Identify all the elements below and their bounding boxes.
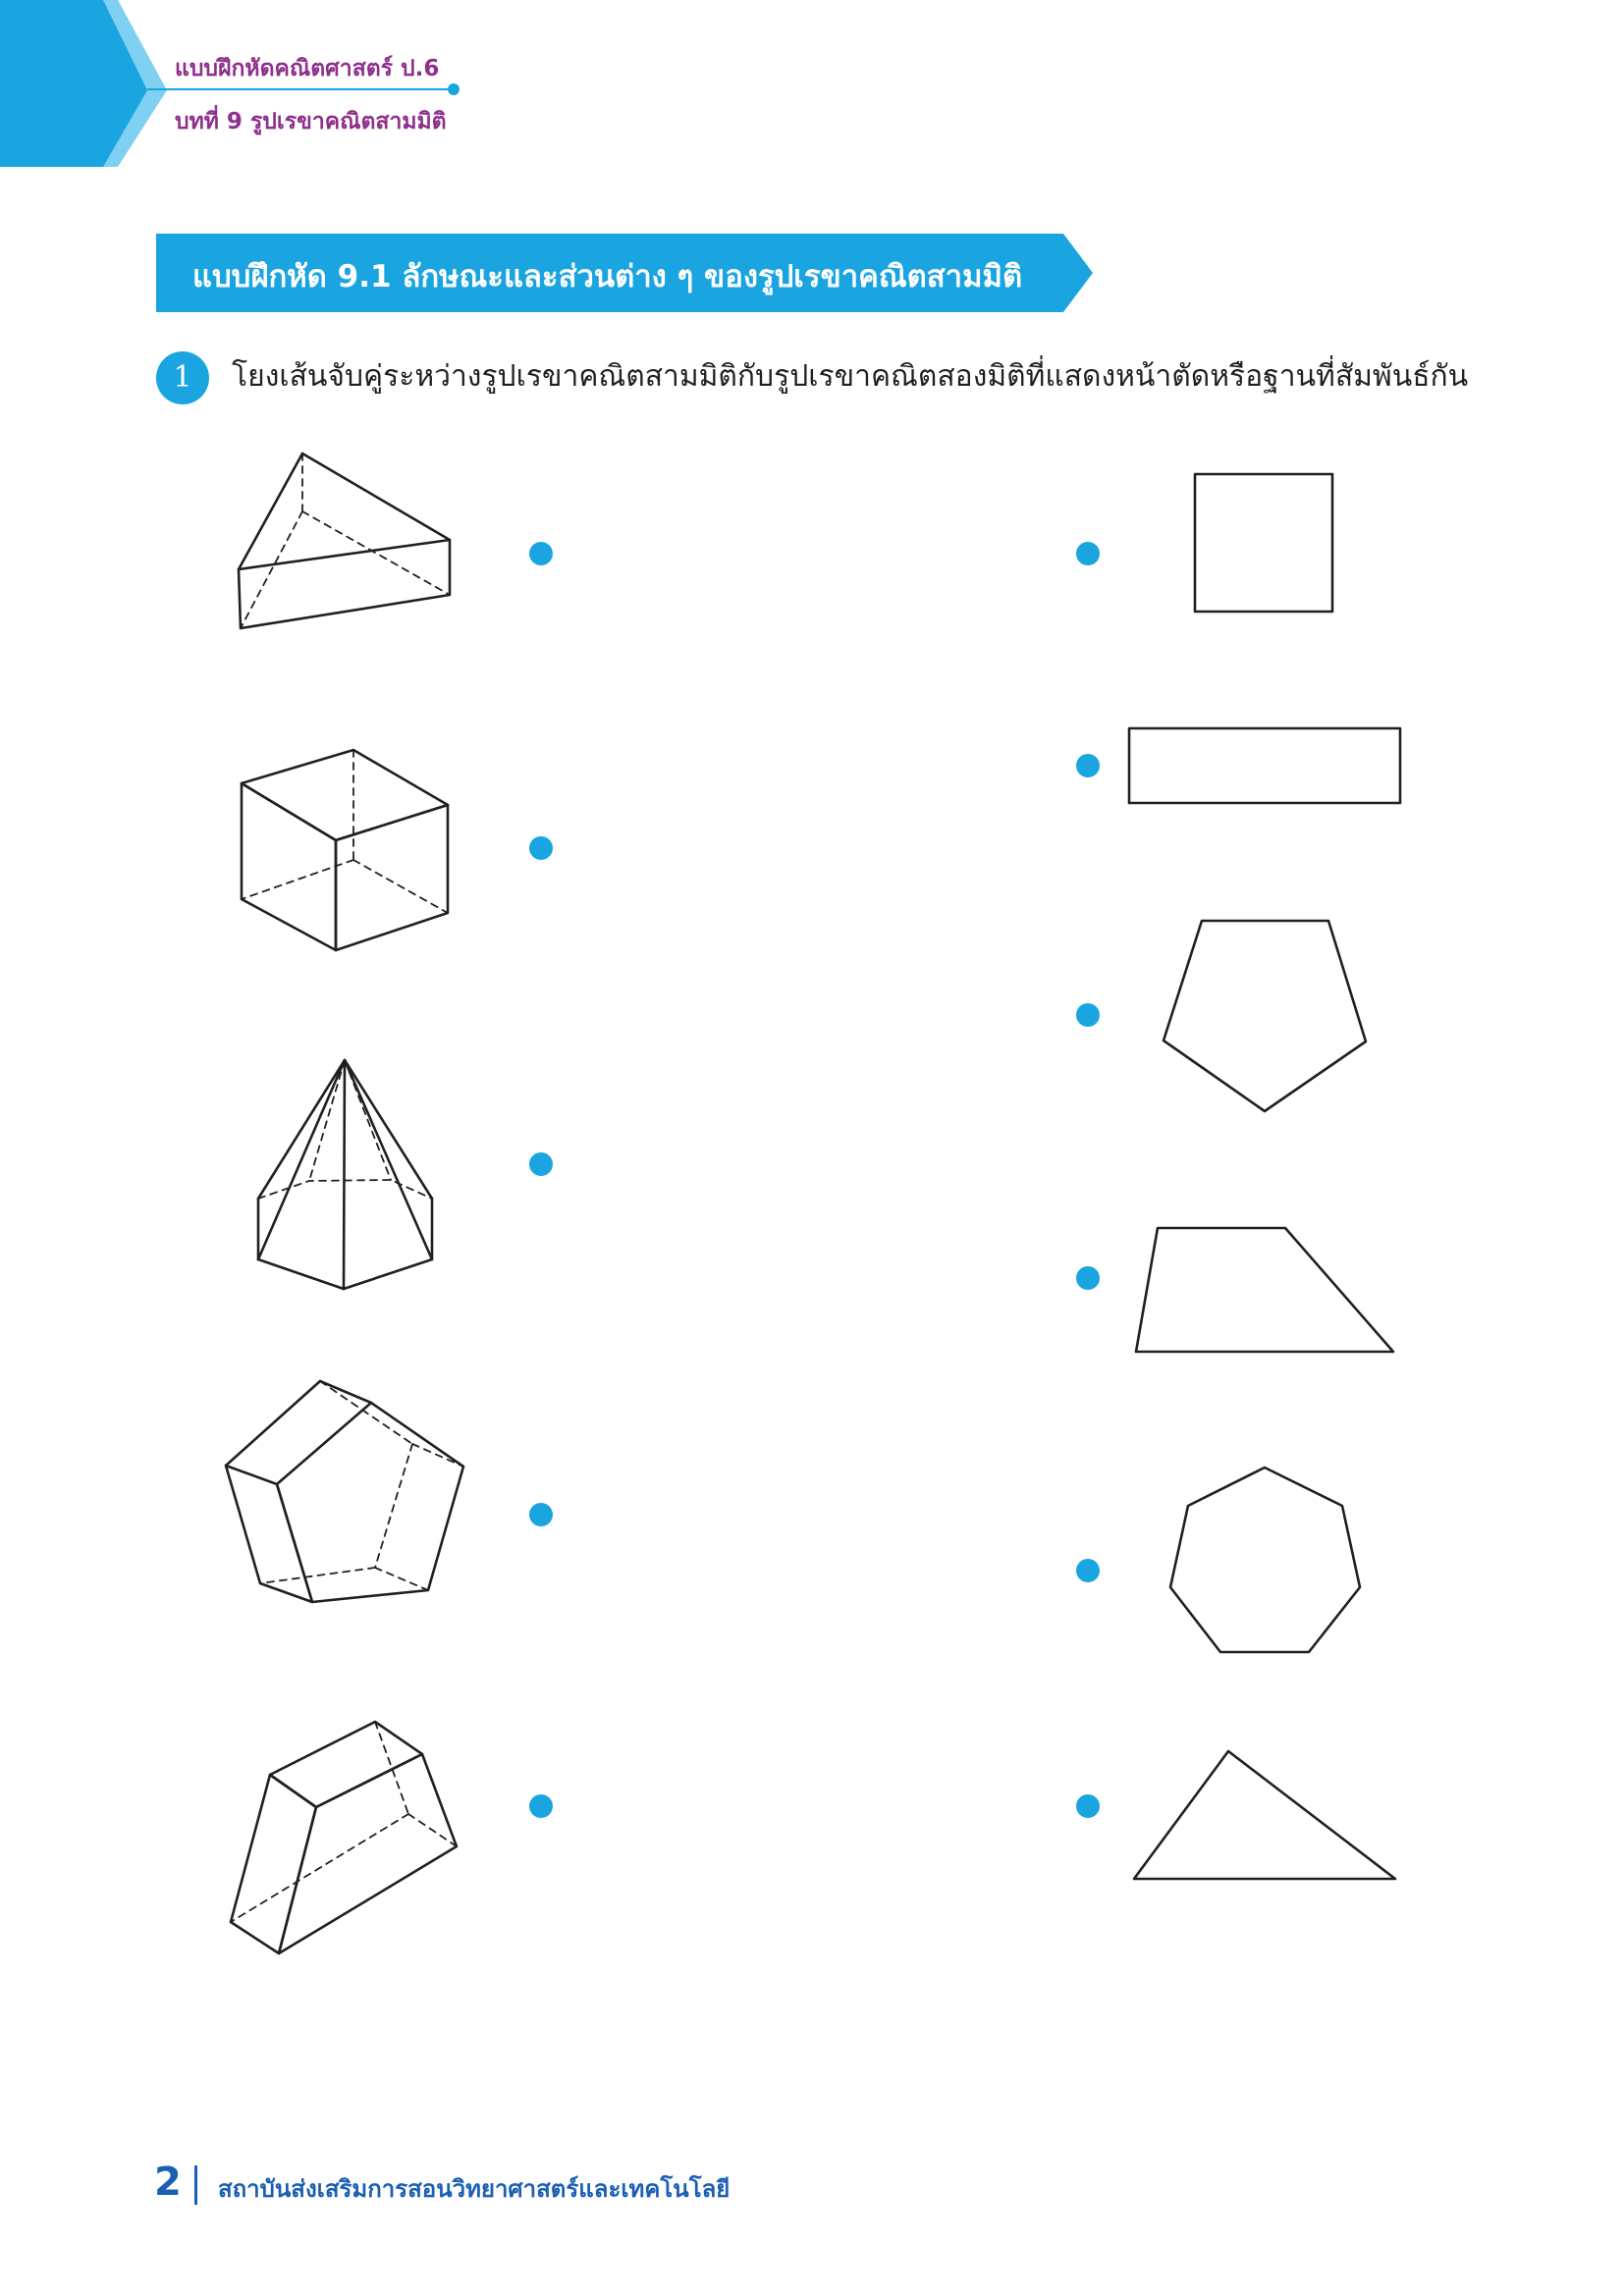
footer-divider <box>194 2165 197 2205</box>
pentagon-icon <box>1164 921 1366 1111</box>
right-dot-1[interactable] <box>1076 542 1100 565</box>
left-dot-1[interactable] <box>529 542 553 565</box>
right-dot-6[interactable] <box>1076 1794 1100 1818</box>
hexagonal-pyramid-icon <box>258 1060 432 1289</box>
triangle-icon <box>1134 1751 1395 1879</box>
heptagon-icon <box>1170 1468 1360 1652</box>
footer-organization: สถาบันส่งเสริมการสอนวิทยาศาสตร์และเทคโนโลยี <box>218 2175 731 2203</box>
pentagonal-prism-icon <box>226 1381 463 1602</box>
square-icon <box>1195 474 1332 612</box>
question-text: โยงเส้นจับคู่ระหว่างรูปเรขาคณิตสามมิติกับรูปเรขาคณิตสองมิติที่แสดงหน้าตัดหรือฐานที่สัมพันธ์กัน <box>232 359 1469 394</box>
trapezoid-icon <box>1136 1228 1393 1352</box>
trapezoidal-prism-icon <box>231 1722 457 1953</box>
page-number: 2 <box>154 2160 182 2205</box>
exercise-title: แบบฝึกหัด 9.1 ลักษณะและส่วนต่าง ๆ ของรูปเรขาคณิตสามมิติ <box>192 259 1023 294</box>
triangular-prism-icon <box>239 454 450 628</box>
cube-icon <box>242 750 448 950</box>
right-dot-2[interactable] <box>1076 754 1100 777</box>
chapter-title: บทที่ 9 รูปเรขาคณิตสามมิติ <box>175 109 447 134</box>
left-dot-4[interactable] <box>529 1503 553 1526</box>
left-dot-5[interactable] <box>529 1794 553 1818</box>
right-dot-3[interactable] <box>1076 1003 1100 1027</box>
left-dot-3[interactable] <box>529 1152 553 1176</box>
rectangle-icon <box>1129 728 1400 803</box>
question-number-badge: 1 <box>156 351 209 404</box>
book-title: แบบฝึกหัดคณิตศาสตร์ ป.6 <box>175 56 440 81</box>
right-dot-4[interactable] <box>1076 1266 1100 1290</box>
left-dot-2[interactable] <box>529 836 553 860</box>
right-dot-5[interactable] <box>1076 1559 1100 1582</box>
